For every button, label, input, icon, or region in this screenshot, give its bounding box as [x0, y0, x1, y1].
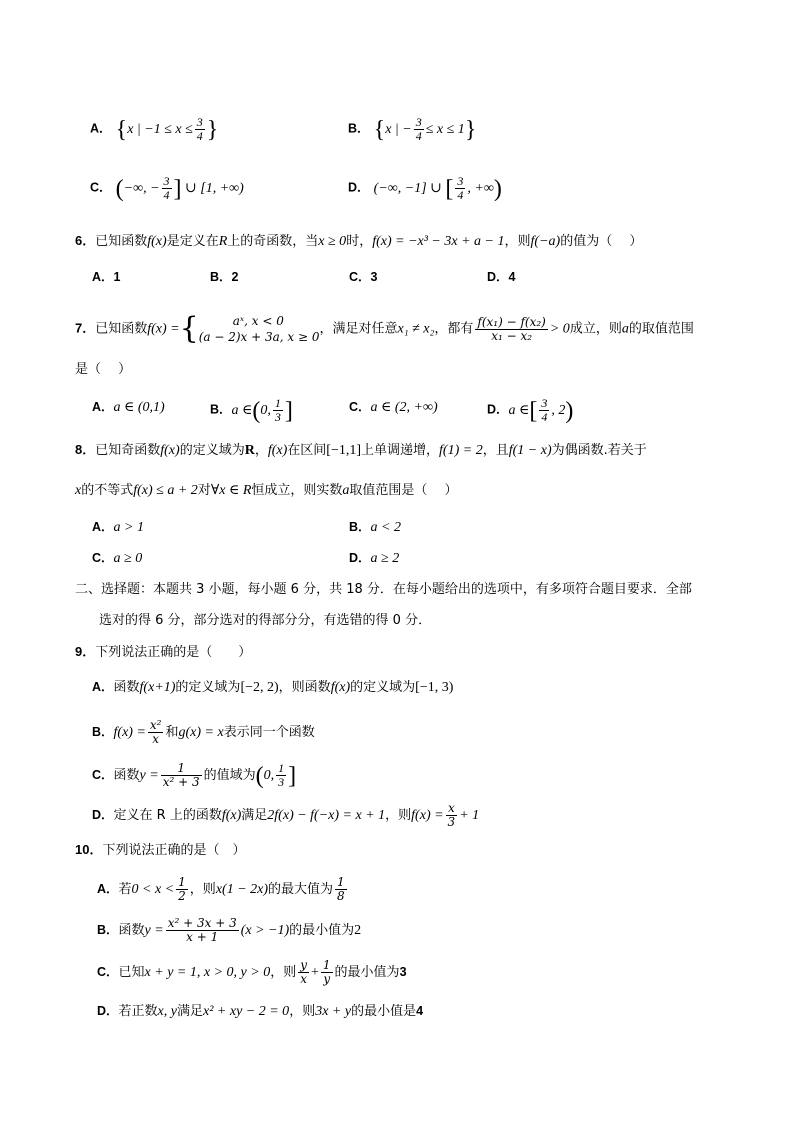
- q10-stem: 10．下列说法正确的是（ ）: [75, 842, 246, 858]
- q8-option-a: A．a > 1: [92, 520, 144, 535]
- q9-option-b: B．f(x) = $\frac{\text{x²}}{x}$ 和g(x) = x表示同一个函数: [92, 718, 315, 746]
- q8-option-b: B．a < 2: [349, 520, 401, 535]
- q8-option-d: D．a ≥ 2: [349, 551, 400, 566]
- q10-option-b: B．函数y = $\frac{\text{x² + 3x + 3}}{x + 1}$ (x > −1)的最小值为2: [97, 916, 362, 944]
- q7-stem: 7．已知函数f(x) ={ aˣ, x < 0 (a − 2)x + 3a, x ≥ 0 ，满足对任意x₁ ≠ x₂，都有 $\frac{\text{f(x₁) − f(x₂)}}{\text{x₁ − x₂}}$ > 0成立，则a的取值范围: [75, 311, 694, 346]
- q9-stem: 9．下列说法正确的是（ ）: [75, 644, 252, 660]
- q5-option-d: D． (−∞, −1] ∪ [ $\frac{3}{4}$ , +∞): [348, 174, 502, 202]
- q6-option-c: C．3: [349, 270, 378, 284]
- q6-option-b: B．2: [210, 270, 239, 284]
- q5-option-c: C． (−∞, − $\frac{3}{4}$ ] ∪ [1, +∞): [90, 174, 244, 202]
- q9-option-c: C．函数y = $\frac{1}{\text{x² + 3}}$ 的值域为(0, $\frac{1}{3}$ ]: [92, 761, 297, 790]
- q9-option-a: A．函数f(x+1)的定义域为[−2, 2)，则函数f(x)的定义域为[−1, 3): [92, 680, 454, 695]
- q7-option-d: D．a ∈[ $\frac{3}{4}$ , 2): [487, 396, 574, 424]
- q5-option-b: B． {x | − $\frac{3}{4}$ ≤ x ≤ 1}: [348, 115, 477, 143]
- q6-stem: 6．已知函数f(x)是定义在R上的奇函数，当x ≥ 0时，f(x) = −x³ − 3x + a − 1，则f(−a)的值为（ ）: [75, 233, 643, 249]
- q7-stem-cont: 是（ ）: [75, 362, 132, 377]
- q8-stem: 8．已知奇函数f(x)的定义域为R，f(x)在区间[−1,1]上单调递增，f(1) = 2，且f(1 − x)为偶函数.若关于: [75, 442, 647, 458]
- q6-option-a: A．1: [92, 270, 121, 284]
- q10-option-c: C．已知x + y = 1, x > 0, y > 0，则 $\frac{y}{x}$ + $\frac{1}{y}$ 的最小值为3: [97, 958, 407, 986]
- q10-option-d: D．若正数x, y满足x² + xy − 2 = 0，则3x + y的最小值是4: [97, 1004, 424, 1019]
- q8-stem-cont: x的不等式f(x) ≤ a + 2对∀x ∈ R恒成立，则实数a取值范围是（ ）: [75, 483, 458, 498]
- q7-option-b: B．a ∈(0, $\frac{1}{3}$ ]: [210, 396, 293, 424]
- section-2-heading: 二、选择题：本题共 3 小题，每小题 6 分，共 18 分．在每小题给出的选项中，有多项符合题目要求．全部: [75, 582, 692, 597]
- q7-option-a: A．a ∈ (0,1): [92, 400, 165, 415]
- q6-option-d: D．4: [487, 270, 516, 284]
- q8-option-c: C．a ≥ 0: [92, 551, 143, 566]
- q9-option-d: D．定义在 R 上的函数f(x)满足2f(x) − f(−x) = x + 1，则f(x) = $\frac{x}{3}$ + 1: [92, 801, 480, 829]
- q10-option-a: A．若0 < x < $\frac{1}{2}$ ，则x(1 − 2x)的最大值为 $\frac{1}{8}$: [97, 875, 345, 903]
- section-2-heading-cont: 选对的得 6 分，部分选对的得部分分，有选错的得 0 分．: [99, 613, 432, 628]
- q5-option-a: A． {x | −1 ≤ x ≤ $\frac{3}{4}$ }: [90, 115, 219, 143]
- q7-option-c: C．a ∈ (2, +∞): [349, 400, 438, 415]
